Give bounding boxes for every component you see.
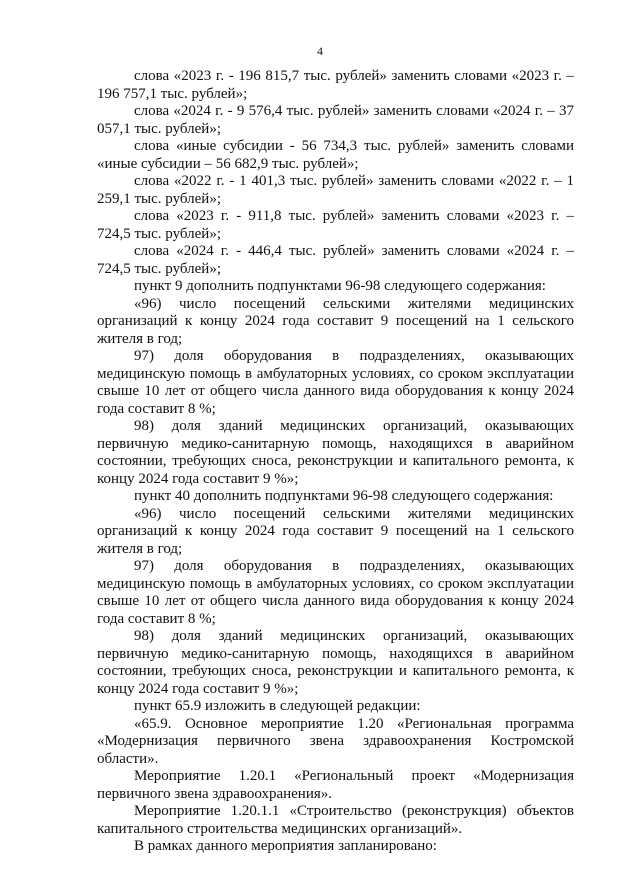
paragraph: Мероприятие 1.20.1.1 «Строительство (реконструкция) объектов капитального строительства медицинских организаций».	[97, 803, 574, 837]
document-body	[97, 68, 574, 856]
paragraph: «96) число посещений сельскими жителями медицинских организаций к концу 2024 года составит 9 посещений на 1 сельского жителя в год;	[97, 505, 574, 557]
paragraph: «65.9. Основное мероприятие 1.20 «Региональная программа «Модернизация первичного звена здравоохранения Костромской области».	[97, 715, 574, 767]
paragraph: «96) число посещений сельскими жителями медицинских организаций к концу 2024 года составит 9 посещений на 1 сельского жителя в год;	[97, 295, 574, 347]
paragraph: пункт 40 дополнить подпунктами 96-98 следующего содержания:	[134, 488, 554, 504]
paragraph: пункт 65.9 изложить в следующей редакции:	[134, 698, 421, 714]
paragraph: В рамках данного мероприятия запланировано:	[134, 838, 437, 854]
paragraph: слова «иные субсидии - 56 734,3 тыс. рублей» заменить словами «иные субсидии – 56 682,9 тыс. рублей»;	[97, 138, 574, 172]
paragraph: слова «2022 г. - 1 401,3 тыс. рублей» заменить словами «2022 г. – 1 259,1 тыс. рублей»;	[97, 173, 574, 207]
paragraph: Мероприятие 1.20.1 «Региональный проект «Модернизация первичного звена здравоохранения».	[97, 768, 574, 802]
paragraph: 97) доля оборудования в подразделениях, оказывающих медицинскую помощь в амбулаторных условиях, со сроком эксплуатации свыше 10 лет от общего числа данного вида оборудования к концу 2024 года составит 8 %;	[97, 348, 574, 417]
paragraph: 98) доля зданий медицинских организаций, оказывающих первичную медико-санитарную помощь, находящихся в аварийном состоянии, требующих сноса, реконструкции и капитального ремонта, к концу 2024 года составит 9 %»;	[97, 418, 574, 487]
paragraph: слова «2023 г. - 911,8 тыс. рублей» заменить словами «2023 г. – 724,5 тыс. рублей»;	[97, 208, 574, 242]
paragraph: 97) доля оборудования в подразделениях, оказывающих медицинскую помощь в амбулаторных условиях, со сроком эксплуатации свыше 10 лет от общего числа данного вида оборудования к концу 2024 года составит 8 %;	[97, 558, 574, 627]
page-number: 4	[317, 44, 323, 58]
paragraph: слова «2023 г. - 196 815,7 тыс. рублей» заменить словами «2023 г. – 196 757,1 тыс. рублей»;	[97, 68, 574, 102]
paragraph: слова «2024 г. - 9 576,4 тыс. рублей» заменить словами «2024 г. – 37 057,1 тыс. рублей»;	[97, 103, 574, 137]
paragraph: пункт 9 дополнить подпунктами 96-98 следующего содержания:	[134, 278, 546, 294]
paragraph: слова «2024 г. - 446,4 тыс. рублей» заменить словами «2024 г. – 724,5 тыс. рублей»;	[97, 243, 574, 277]
paragraph: 98) доля зданий медицинских организаций, оказывающих первичную медико-санитарную помощь, находящихся в аварийном состоянии, требующих сноса, реконструкции и капитального ремонта, к концу 2024 года составит 9 %»;	[97, 628, 574, 697]
